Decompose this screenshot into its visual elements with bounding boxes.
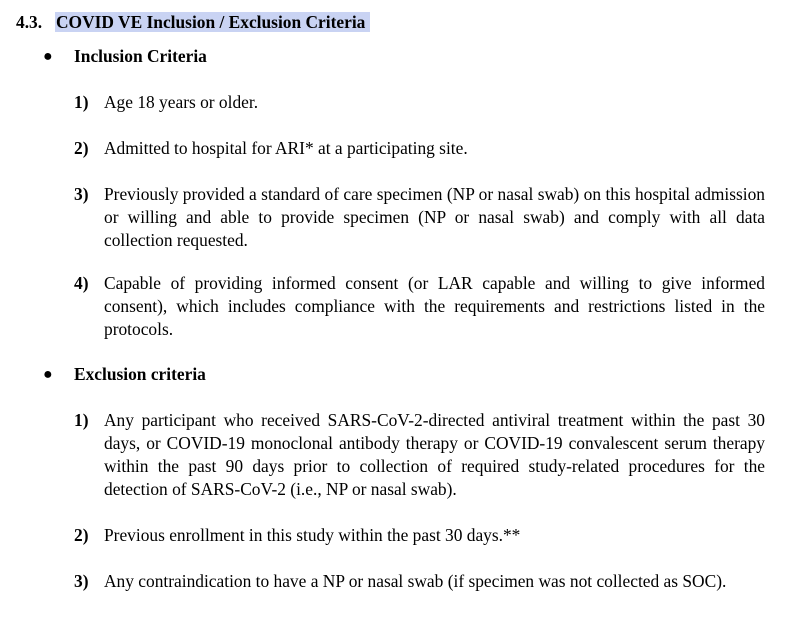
section-title: COVID VE Inclusion / Exclusion Criteria (55, 12, 370, 32)
inclusion-item-1-text: Age 18 years or older. (104, 92, 259, 112)
inclusion-item-4-text: Capable of providing informed consent (or LAR capable and willing to give informed consent), which includes compliance with the requirements and restrictions listed in the protocols. (104, 273, 765, 339)
inclusion-item-2-number: 2) (74, 138, 89, 158)
section-heading (16, 11, 370, 34)
exclusion-item-1-text: Any participant who received SARS-CoV-2-directed antiviral treatment within the past 30 days, or COVID-19 monoclonal antibody therapy or COVID-19 convalescent serum therapy within the past 90 days prior to collection of required study-related procedures for the detection of SARS-CoV-2 (i.e., NP or nasal swab). (104, 410, 765, 499)
section-number: 4.3. (16, 12, 43, 32)
inclusion-item-4-number: 4) (74, 273, 89, 293)
exclusion-item-3-number: 3) (74, 571, 89, 591)
exclusion-item-1-number: 1) (74, 410, 89, 430)
bullet-icon: ● (43, 48, 53, 65)
exclusion-item-3-text: Any contraindication to have a NP or nasal swab (if specimen was not collected as SOC). (104, 571, 727, 591)
inclusion-item-3-number: 3) (74, 184, 89, 204)
exclusion-heading: Exclusion criteria (74, 364, 206, 384)
inclusion-item-3-text: Previously provided a standard of care specimen (NP or nasal swab) on this hospital admission or willing and able to provide specimen (NP or nasal swab) and comply with all data collection requested. (104, 184, 765, 250)
inclusion-item-2-text: Admitted to hospital for ARI* at a participating site. (104, 138, 468, 158)
exclusion-item-2-number: 2) (74, 525, 89, 545)
exclusion-item-2-text: Previous enrollment in this study within the past 30 days.** (104, 525, 521, 545)
inclusion-item-1-number: 1) (74, 92, 89, 112)
inclusion-heading: Inclusion Criteria (74, 46, 207, 66)
bullet-icon: ● (43, 366, 53, 383)
